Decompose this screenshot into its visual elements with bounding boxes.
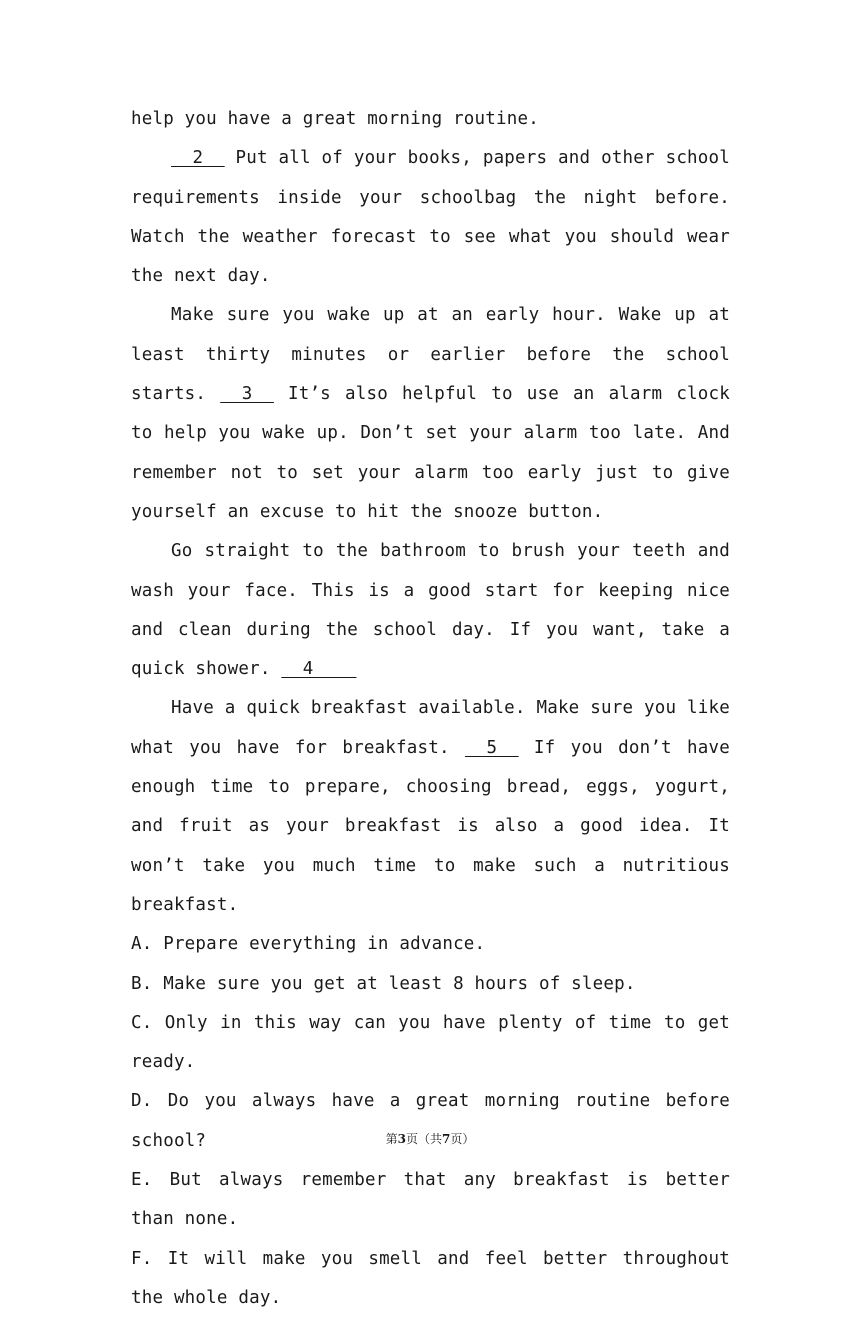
option-e: E. But always remember that any breakfast is better than none. (131, 1170, 730, 1230)
blank-2[interactable]: 2 (171, 148, 225, 169)
footer-prefix: 第 (385, 1132, 398, 1146)
paragraph-5-text-after: If you don’t have enough time to prepare, choosing bread, eggs, yogurt, and fruit as your breakfast is also a good idea. It won’t take you much time to make such a nutritious breakfast. (131, 737, 730, 915)
paragraph-3-text-after: It’s also helpful to use an alarm clock to help you wake up. Don’t set your alarm too late. And remember not to set your alarm too early just to give yourself an excuse to hit the snooze button. (131, 384, 730, 522)
paragraph-3 (131, 296, 730, 532)
paragraph-2-text: Put all of your books, papers and other school requirements inside your schoolbag the night before. Watch the weather forecast to see what you should wear the next day. (131, 148, 730, 287)
blank-5[interactable]: 5 (464, 737, 519, 758)
page-footer (0, 1130, 860, 1147)
option-f: F. It will make you smell and feel better throughout the whole day. (131, 1248, 730, 1308)
paragraph-3-text-before: Make sure you wake up at an early hour. Wake up at least thirty minutes or earlier before the school starts. (131, 305, 730, 405)
paragraph-5 (131, 689, 730, 925)
paragraph-4 (131, 532, 730, 689)
option-a: A. Prepare everything in advance. (131, 934, 486, 955)
footer-total-pages: 7 (442, 1132, 451, 1146)
footer-page-number: 3 (397, 1132, 406, 1146)
blank-3[interactable]: 3 (220, 384, 274, 405)
paragraph-2 (131, 139, 730, 296)
paragraph-intro-end: help you have a great morning routine. (131, 109, 539, 129)
blank-4[interactable]: 4 (281, 659, 357, 680)
footer-suffix: 页） (450, 1132, 475, 1146)
answer-options (131, 925, 730, 1318)
option-c: C. Only in this way can you have plenty of time to get ready. (131, 1012, 730, 1073)
paragraph-4-text-before: Go straight to the bathroom to brush your teeth and wash your face. This is a good start for keeping nice and clean during the school day. If you want, take a quick shower. (131, 541, 730, 680)
option-b: B. Make sure you get at least 8 hours of sleep. (131, 973, 636, 994)
option-d: D. Do you always have a great morning routine before school? (131, 1091, 730, 1151)
paragraph-5-text-before: Have a quick breakfast available. Make sure you like what you have for breakfast. (131, 698, 730, 758)
footer-middle: 页（共 (405, 1132, 442, 1146)
